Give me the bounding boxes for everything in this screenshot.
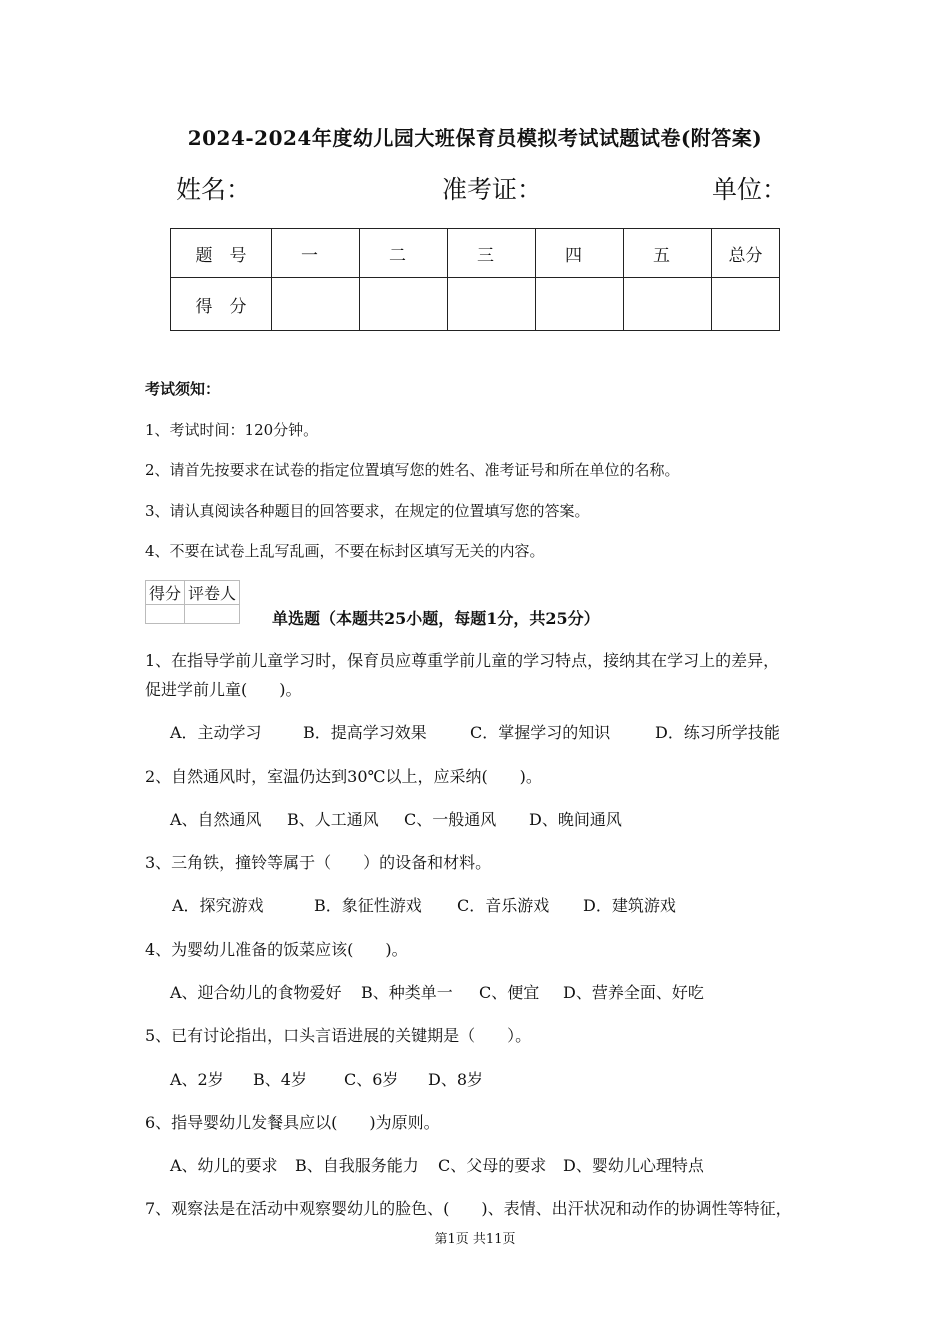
notice-item-1: 1、考试时间：120分钟。: [145, 421, 319, 439]
question-3-option-c: C．音乐游戏: [457, 896, 550, 915]
score-cell-total: [712, 278, 780, 331]
score-table-header-row: [171, 229, 780, 278]
score-cell-5: [624, 278, 712, 331]
question-5-stem: 5、已有讨论指出，口头言语进展的关键期是（ ）。: [145, 1026, 532, 1045]
score-cell-2: [360, 278, 448, 331]
notice-item-2: 2、请首先按要求在试卷的指定位置填写您的姓名、准考证号和所在单位的名称。: [145, 461, 680, 479]
question-6-stem: 6、指导婴幼儿发餐具应以( )为原则。: [145, 1113, 440, 1132]
grader-score-cell: [146, 605, 185, 624]
question-1-option-c: C．掌握学习的知识: [470, 723, 611, 742]
grader-name-label: 评卷人: [185, 581, 240, 605]
score-cell-3: [448, 278, 536, 331]
question-4-option-b: B、种类单一: [361, 983, 453, 1002]
page-title: 2024-2024年度幼儿园大班保育员模拟考试试题试卷(附答案): [187, 126, 763, 150]
question-4-option-c: C、便宜: [479, 983, 540, 1002]
question-3-option-b: B．象征性游戏: [314, 896, 422, 915]
name-label: 姓名：: [176, 175, 252, 204]
question-1-stem-cont: 促进学前儿童( )。: [145, 680, 302, 699]
score-cell-1: [272, 278, 360, 331]
question-2-option-d: D、晚间通风: [529, 810, 622, 829]
question-5-option-a: A、2岁: [170, 1070, 224, 1089]
question-1-option-d: D．练习所学技能: [655, 723, 780, 742]
question-4-stem: 4、为婴幼儿准备的饭菜应该( )。: [145, 940, 408, 959]
question-3-stem: 3、三角铁，撞铃等属于（ ）的设备和材料。: [145, 853, 492, 872]
question-5-option-c: C、6岁: [344, 1070, 399, 1089]
question-2-option-c: C、一般通风: [404, 810, 497, 829]
notice-item-4: 4、不要在试卷上乱写乱画，不要在标封区填写无关的内容。: [145, 542, 545, 560]
section-title: 单选题（本题共25小题，每题1分，共25分）: [272, 609, 600, 628]
question-3-option-d: D．建筑游戏: [583, 896, 676, 915]
question-1-stem: 1、在指导学前儿童学习时，保育员应尊重学前儿童的学习特点，接纳其在学习上的差异，: [145, 651, 780, 670]
question-5-option-d: D、8岁: [428, 1070, 484, 1089]
question-7-stem: 7、观察法是在活动中观察婴幼儿的脸色、( )、表情、出汗状况和动作的协调性等特征，: [145, 1199, 792, 1218]
score-table-score-label: 得 分: [171, 278, 272, 331]
question-2-option-b: B、人工通风: [287, 810, 379, 829]
score-table-col-1: 一: [272, 229, 360, 278]
score-table-question-no-label: 题 号: [171, 229, 272, 278]
question-6-option-a: A、幼儿的要求: [170, 1156, 278, 1175]
question-4-option-d: D、营养全面、好吃: [563, 983, 704, 1002]
grader-name-cell: [185, 605, 240, 624]
grader-table: [145, 580, 240, 624]
page-footer: 第1页 共11页: [434, 1232, 516, 1247]
question-2-option-a: A、自然通风: [170, 810, 262, 829]
grader-score-label: 得分: [146, 581, 185, 605]
notice-item-3: 3、请认真阅读各种题目的回答要求，在规定的位置填写您的答案。: [145, 502, 590, 520]
score-table-col-3: 三: [448, 229, 536, 278]
question-6-option-c: C、父母的要求: [438, 1156, 547, 1175]
notice-heading: 考试须知：: [145, 380, 221, 398]
unit-label: 单位：: [712, 175, 788, 204]
score-table-col-4: 四: [536, 229, 624, 278]
score-table-col-total: 总分: [712, 229, 780, 278]
score-table-col-2: 二: [360, 229, 448, 278]
question-6-option-d: D、婴幼儿心理特点: [563, 1156, 704, 1175]
question-3-option-a: A．探究游戏: [172, 896, 264, 915]
question-5-option-b: B、4岁: [253, 1070, 307, 1089]
question-6-option-b: B、自我服务能力: [295, 1156, 419, 1175]
exam-id-label: 准考证：: [442, 175, 543, 204]
score-cell-4: [536, 278, 624, 331]
question-1-option-b: B．提高学习效果: [303, 723, 427, 742]
question-4-option-a: A、迎合幼儿的食物爱好: [170, 983, 342, 1002]
question-2-stem: 2、自然通风时，室温仍达到30℃以上，应采纳( )。: [145, 767, 542, 786]
question-1-option-a: A．主动学习: [170, 723, 262, 742]
score-table-col-5: 五: [624, 229, 712, 278]
score-table: [170, 228, 780, 331]
score-table-score-row: [171, 278, 780, 331]
